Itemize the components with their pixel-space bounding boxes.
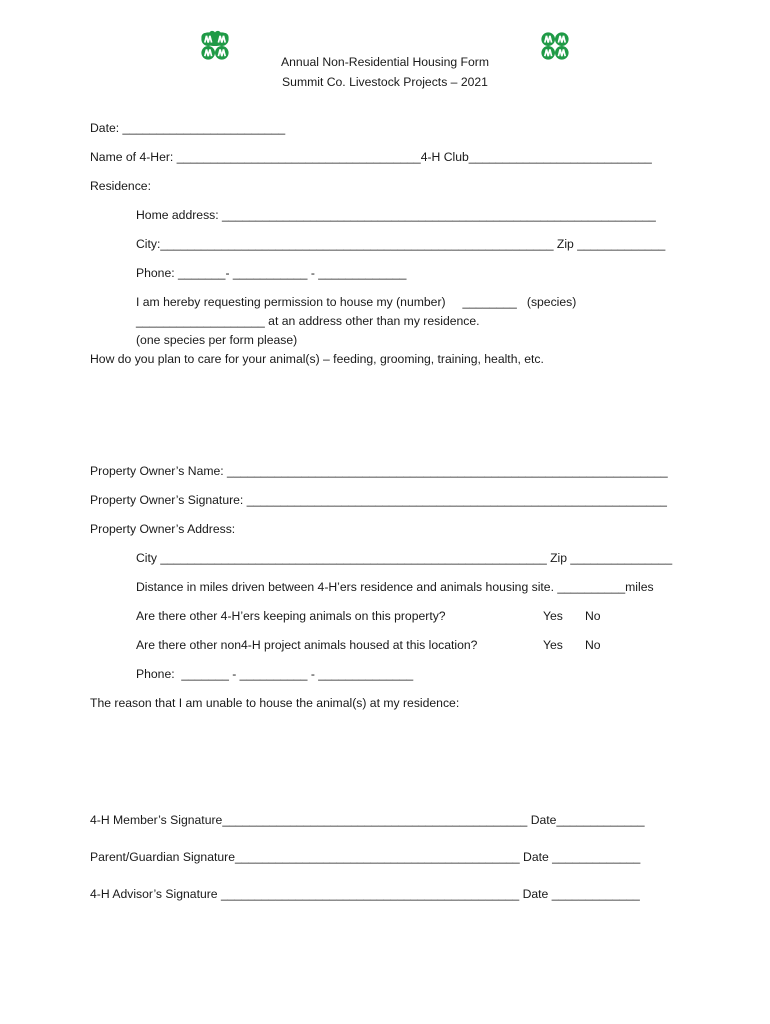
request-note: (one species per form please): [136, 333, 298, 347]
parent-signature-field[interactable]: Parent/Guardian Signature__________________________________________ Date _____________: [90, 850, 641, 864]
owner-phone-field[interactable]: Phone: _______ - __________ - ______________: [136, 667, 414, 681]
other-4hers-no[interactable]: No: [585, 609, 601, 623]
owner-signature-field[interactable]: Property Owner’s Signature: ______________________________________________________________: [90, 493, 667, 507]
member-signature-field[interactable]: 4-H Member’s Signature_____________________________________________ Date_____________: [90, 813, 645, 827]
name-club-field[interactable]: Name of 4-Her: ____________________________________4-H Club___________________________: [90, 150, 652, 164]
request-line-1[interactable]: I am hereby requesting permission to house my (number) ________ (species): [136, 295, 577, 309]
owner-name-field[interactable]: Property Owner’s Name: _________________________________________________________________: [90, 464, 668, 478]
form-title: Annual Non-Residential Housing Form: [281, 55, 489, 69]
advisor-signature-field[interactable]: 4-H Advisor’s Signature ____________________________________________ Date _____________: [90, 887, 640, 901]
home-address-field[interactable]: Home address: ________________________________________________________________: [136, 208, 656, 222]
date-field[interactable]: Date: ________________________: [90, 121, 286, 135]
owner-city-zip-field[interactable]: City _________________________________________________________ Zip _______________: [136, 551, 673, 565]
reason-question: The reason that I am unable to house the animal(s) at my residence:: [90, 696, 460, 710]
residence-label: Residence:: [90, 179, 151, 193]
other-animals-question: Are there other non4-H project animals housed at this location?: [136, 638, 478, 652]
request-line-2[interactable]: ___________________ at an address other than my residence.: [136, 314, 480, 328]
care-question: How do you plan to care for your animal(s) – feeding, grooming, training, health, etc.: [90, 352, 544, 366]
phone-field[interactable]: Phone: _______- ___________ - _____________: [136, 266, 407, 280]
other-animals-no[interactable]: No: [585, 638, 601, 652]
city-zip-field[interactable]: City:__________________________________________________________ Zip _____________: [136, 237, 666, 251]
other-animals-yes[interactable]: Yes: [543, 638, 563, 652]
other-4hers-yes[interactable]: Yes: [543, 609, 563, 623]
form-subtitle: Summit Co. Livestock Projects – 2021: [282, 75, 488, 89]
owner-address-label: Property Owner’s Address:: [90, 522, 236, 536]
distance-field[interactable]: Distance in miles driven between 4-H’ers residence and animals housing site. __________miles: [136, 580, 654, 594]
other-4hers-question: Are there other 4-H’ers keeping animals on this property?: [136, 609, 446, 623]
